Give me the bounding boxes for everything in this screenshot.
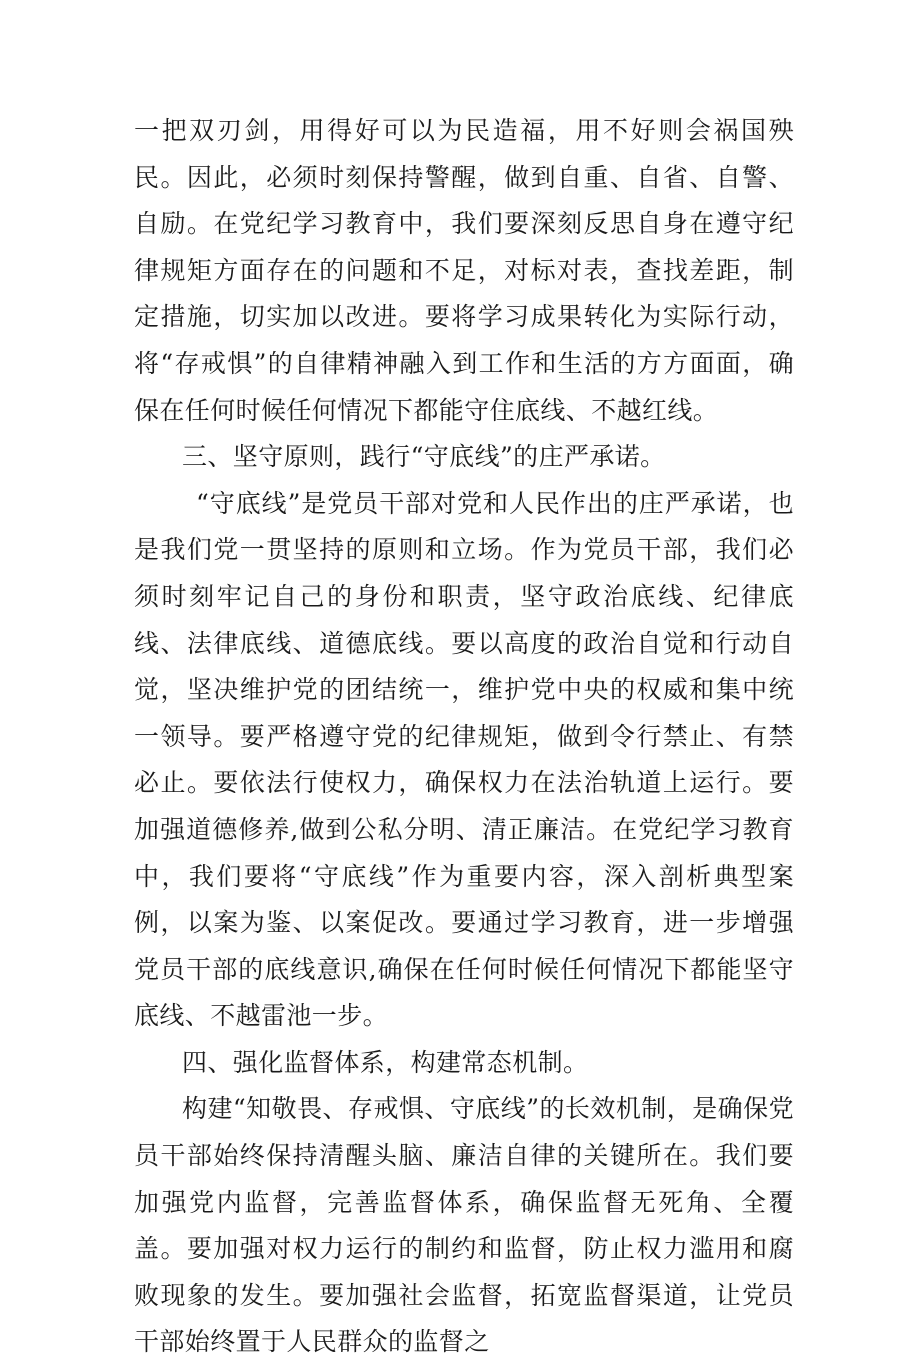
section-heading-three: 三、坚守原则，践行“守底线”的庄严承诺。 — [182, 442, 666, 472]
document-body — [134, 108, 794, 1366]
paragraph-section-four: 构建“知敬畏、存戒惧、守底线”的长效机制，是确保党员干部始终保持清醒头脑、廉洁自律的关键所在。我们要加强党内监督，完善监督体系，确保监督无死角、全覆盖。要加强对权力运行的制约和监督，防止权力滥用和腐败现象的发生。要加强社会监督，拓宽监督渠道，让党员干部始终置于人民群众的监督之 — [134, 1094, 794, 1357]
section-heading-four: 四、强化监督体系，构建常态机制。 — [182, 1047, 589, 1077]
paragraph-continuation: 一把双刃剑，用得好可以为民造福，用不好则会祸国殃民。因此，必须时刻保持警醒，做到自重、自省、自警、自励。在党纪学习教育中，我们要深刻反思自身在遵守纪律规矩方面存在的问题和不足，对标对表，查找差距，制定措施，切实加以改进。要将学习成果转化为实际行动，将“存戒惧”的自律精神融入到工作和生活的方方面面，确保在任何时候任何情况下都能守住底线、不越红线。 — [134, 116, 794, 425]
paragraph-section-three: “守底线”是党员干部对党和人民作出的庄严承诺，也是我们党一贯坚持的原则和立场。作为党员干部，我们必须时刻牢记自己的身份和职责，坚守政治底线、纪律底线、法律底线、道德底线。要以高度的政治自觉和行动自觉，坚决维护党的团结统一，维护党中央的权威和集中统一领导。要严格遵守党的纪律规矩，做到令行禁止、有禁必止。要依法行使权力，确保权力在法治轨道上运行。要加强道德修养,做到公私分明、清正廉洁。在党纪学习教育中，我们要将“守底线”作为重要内容，深入剖析典型案例，以案为鉴、以案促改。要通过学习教育，进一步增强党员干部的底线意识,确保在任何时候任何情况下都能坚守底线、不越雷池一步。 — [134, 488, 794, 1031]
